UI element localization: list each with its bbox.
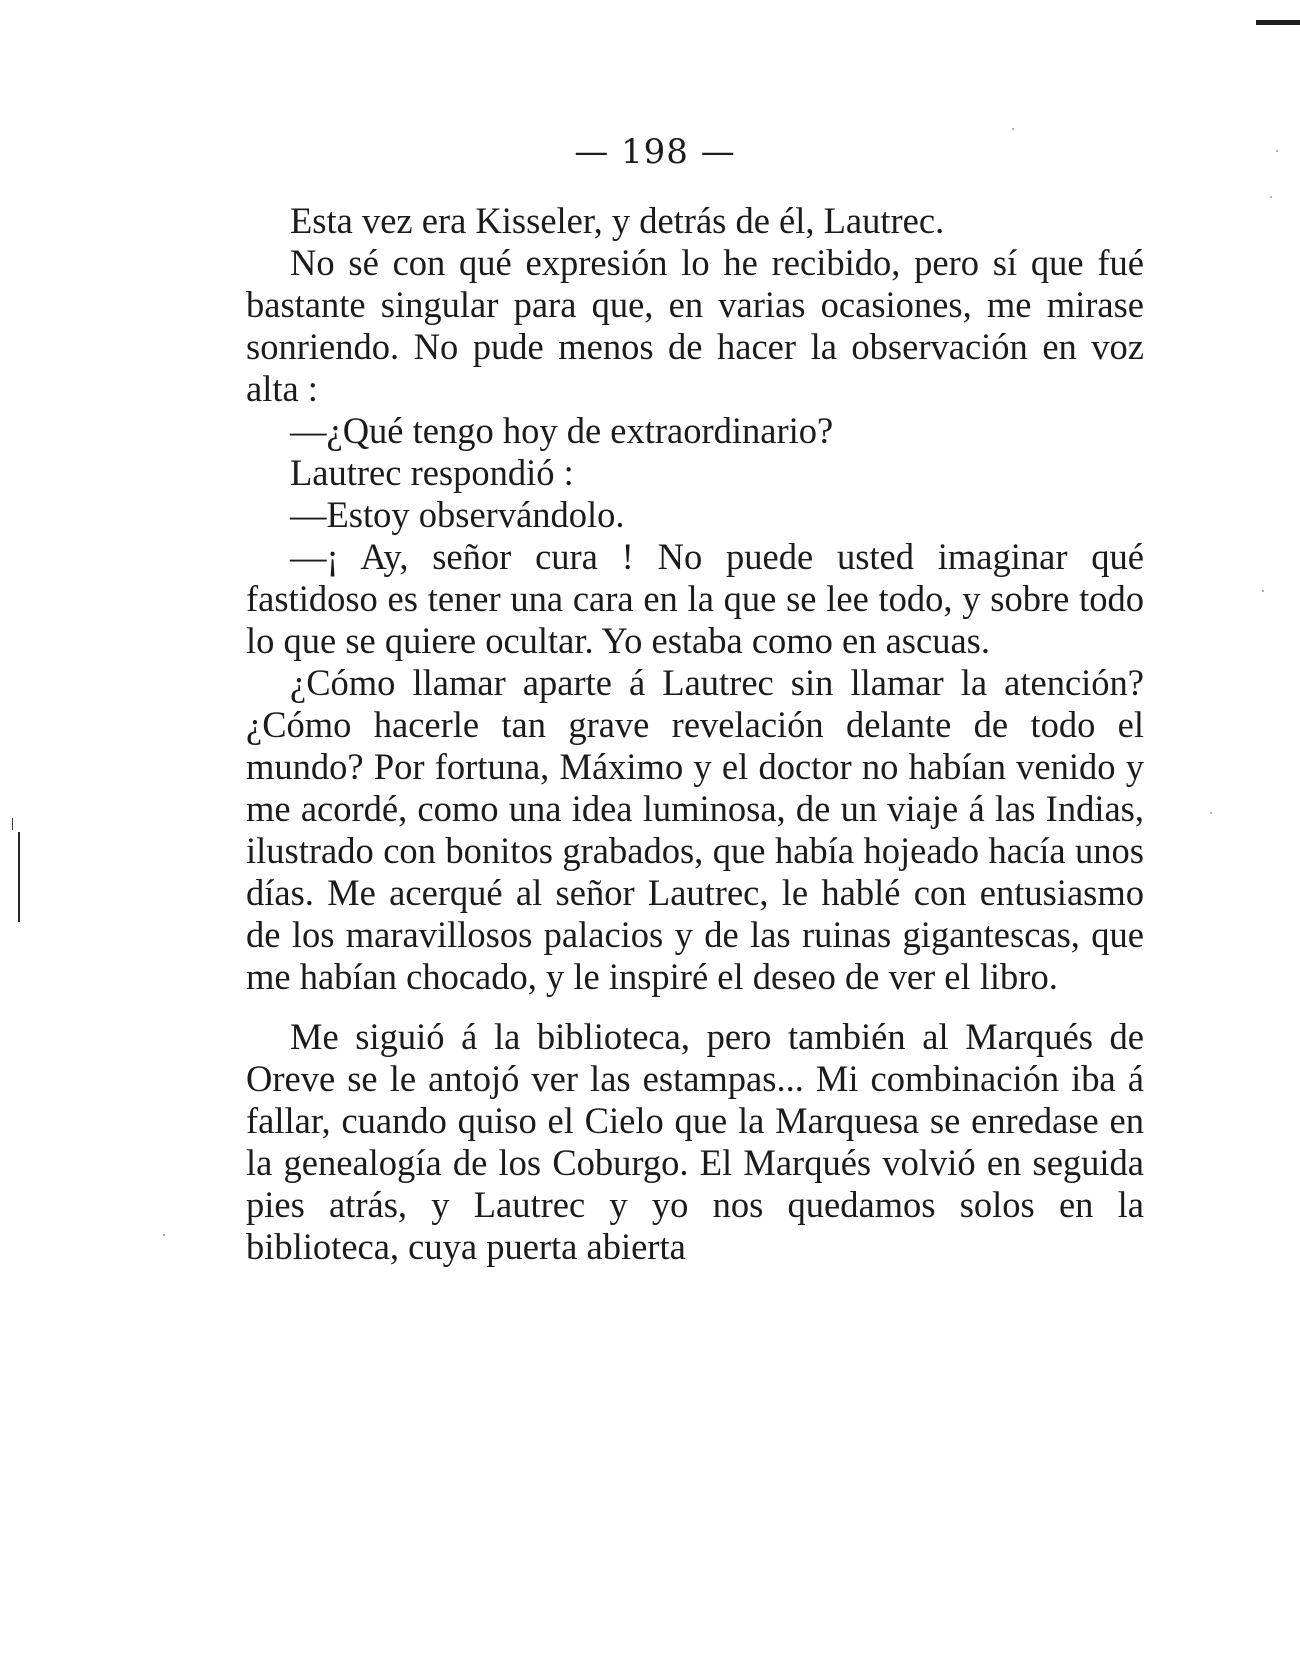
- scan-margin-speck: [12, 818, 13, 830]
- paragraph: Me siguió á la biblioteca, pero también al Marqués de Oreve se le antojó ver las estampas... Mi combinación iba á fallar, cuando quiso el Cielo que la Marquesa se enredase en la genealogía de los Coburgo. El Marqués volvió en seguida pies atrás, y Lautrec y yo nos quedamos solos en la biblioteca, cuya puerta abierta: [246, 1016, 1144, 1267]
- scan-speck: [1262, 590, 1264, 592]
- scan-margin-mark: [18, 832, 20, 922]
- scan-speck: [1012, 128, 1014, 130]
- paragraph: —Estoy observándolo.: [290, 494, 625, 535]
- paragraph: Esta vez era Kisseler, y detrás de él, Lautrec.: [290, 200, 945, 241]
- body-text: [246, 200, 1144, 1268]
- scan-edge-mark: [1256, 20, 1300, 25]
- scan-speck: [163, 1234, 165, 1236]
- scan-speck: [1270, 196, 1272, 198]
- paragraph: Lautrec respondió :: [290, 452, 574, 493]
- paragraph: —¿Qué tengo hoy de extraordinario?: [290, 410, 834, 451]
- paragraph: ¿Cómo llamar aparte á Lautrec sin llamar la atención? ¿Cómo hacerle tan grave revelación delante de todo el mundo? Por fortuna, Máximo y el doctor no habían venido y me acordé, como una idea luminosa, de un viaje á las Indias, ilustrado con bonitos grabados, que había hojeado hacía unos días. Me acerqué al señor Lautrec, le hablé con entusiasmo de los maravillosos palacios y de las ruinas gigantescas, que me habían chocado, y le inspiré el deseo de ver el libro.: [246, 662, 1144, 997]
- page-number: — 198 —: [574, 132, 736, 172]
- paragraph: —¡ Ay, señor cura ! No puede usted imaginar qué fastidoso es tener una cara en la que se lee todo, y sobre todo lo que se quiere ocultar. Yo estaba como en ascuas.: [246, 536, 1144, 661]
- paragraph: No sé con qué expresión lo he recibido, pero sí que fué bastante singular para que, en varias ocasiones, me mirase sonriendo. No pude menos de hacer la observación en voz alta :: [246, 242, 1144, 409]
- scan-speck: [1210, 812, 1212, 814]
